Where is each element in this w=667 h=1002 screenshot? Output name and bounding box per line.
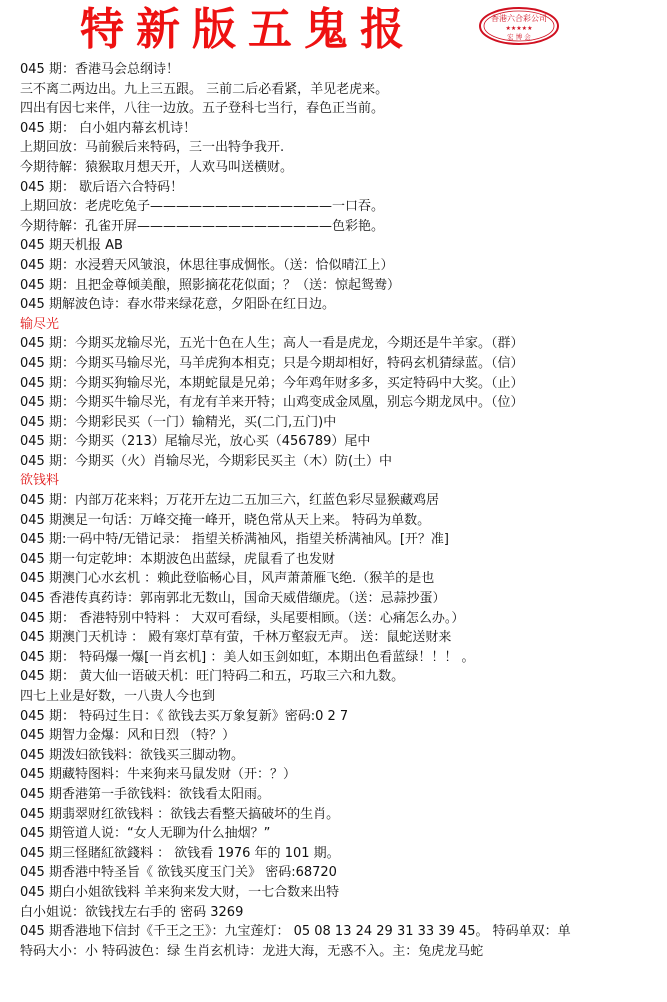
text-line: 045 期管道人说：“女人无聊为什么抽烟？” [20, 826, 271, 842]
text-line: 045 期：且把金尊倾美酿，照影摘花花似面；？（送：惊起鸳鸯） [20, 277, 400, 293]
text-line: 045 期：今期彩民买（一门）输精光，买(二门,五门)中 [20, 414, 337, 430]
text-line: 今期待解：猿猴取月想天开，人欢马叫送横财。 [20, 159, 294, 175]
text-line: 045 期： 特码过生日：《 欲钱去买万象复新》密码:0 2 7 [20, 708, 349, 724]
text-line: 045 期香港中特圣旨《 欲钱买度玉门关》 密码:68720 [20, 865, 337, 881]
stamp-bottom-text: 宏 博 会 [507, 33, 531, 41]
text-line: 045 期：香港马会总纲诗！ [20, 62, 179, 77]
text-line: 045 期：今期买牛输尽光，有龙有羊来开特；山鸡变成金凤凰，别忘今期龙凤中。（位） [20, 395, 524, 411]
text-line: 四七上业是好数，一八贵人今也到 [20, 689, 216, 704]
text-line: 特码大小：小 特码波色：绿 生肖玄机诗：龙进大海，无惑不入。主：兔虎龙马蛇 [20, 943, 484, 959]
text-line: 045 期：今期买（火）肖输尽光，今期彩民买主（木）防(土）中 [20, 453, 393, 469]
text-body [20, 60, 660, 961]
seal-stamp-graphic [478, 6, 560, 46]
text-line: 045 期：今期买马输尽光，马羊虎狗本相克；只是今期却相好，特码玄机猜绿蓝。（信） [20, 355, 524, 371]
text-line: 045 期藏特图料：牛来狗来马鼠发财（开：？） [20, 767, 296, 783]
text-line: 045 期： 特码爆一爆[一肖玄机] ：美人如玉剑如虹，本期出色看蓝绿！！！ 。 [20, 649, 475, 665]
text-line: 045 期泼妇欲钱料：欲钱买三脚动物。 [20, 747, 244, 763]
text-line: 045 期:一码中特/无错记录： 指望关桥满袖风，指望关桥满袖风。[开？准] [20, 532, 449, 548]
text-line: 045 期：今期买狗输尽光，本期蛇鼠是兄弟；今年鸡年财多多，买定特码中大奖。（止） [20, 375, 524, 391]
text-line: 045 期三怪賭紅欲錢料 ： 欲钱看 1976 年的 101 期。 [20, 845, 340, 861]
text-line: 045 期澳门天机诗 ： 殿有寒灯草有萤，千林万壑寂无声。 送：鼠蛇送财来 [20, 630, 452, 646]
text-line: 045 期： 歇后语六合特码！ [20, 179, 184, 195]
text-line: 045 期香港地下信封《千王之王》：九宝莲灯： 05 08 13 24 29 31 33 39 45。 特码单双：单 [20, 924, 571, 940]
header [0, 0, 667, 62]
text-line: 045 期： 香港特别中特料 ： 大双可看绿，头尾要相顾。（送：心痛怎么办。） [20, 610, 465, 626]
text-line: 045 期：水浸碧天风皱浪，休思往事成惆怅。（送：恰似晴江上） [20, 257, 394, 273]
text-line: 四出有因七来伴，八往一边放。五子登科七当行，春色正当前。 [20, 101, 385, 117]
text-line: 045 期澳足一句话：万峰交掩一峰开，晓色常从天上来。 特码为单数。 [20, 512, 431, 528]
text-line: 045 期解波色诗：春水带来绿花意，夕阳卧在红日边。 [20, 297, 335, 313]
text-line: 上期回放：马前猴后来特码，三一出特争我开. [20, 140, 285, 156]
text-line: 045 期：今期买（213）尾输尽光，放心买（456789）尾中 [20, 434, 371, 450]
text-line: 045 期香港第一手欲钱料：欲钱看太阳雨。 [20, 786, 270, 802]
text-line: 三不离二两边出。九上三五跟。 三前二后必看紧，羊见老虎来。 [20, 81, 389, 97]
text-line: 045 期：内部万花来料；万花开左边二五加三六，红蓝色彩尽显猴藏鸡居 [20, 493, 439, 509]
section-heading: 输尽光 [20, 316, 60, 332]
text-line: 045 期天机报 AB [20, 238, 123, 254]
seal-stamp [478, 6, 560, 46]
text-line: 045 期一句定乾坤：本期波色出蓝绿，虎鼠看了也发财 [20, 551, 335, 567]
stamp-stars: ★★★★★ [505, 25, 533, 32]
text-line: 045 期白小姐欲钱料 羊来狗来发大财，一七合数来出特 [20, 884, 340, 900]
text-line: 045 香港传真药诗：郭南郭北无数山，国命天威借缬虎。（送：忌蒜抄蛋） [20, 591, 446, 607]
text-line: 045 期： 白小姐内幕玄机诗！ [20, 120, 197, 136]
text-line: 白小姐说：欲钱找左右手的 密码 3269 [20, 904, 244, 920]
text-line: 045 期：今期买龙输尽光，五光十色在人生；高人一看是虎龙，今期还是牛羊家。（群） [20, 336, 524, 352]
text-line: 045 期： 黄大仙一语破天机：旺门特码二和五，巧取三六和九数。 [20, 669, 405, 685]
section-heading: 欲钱料 [20, 473, 60, 489]
text-line: 045 期智力金爆：风和日烈 （特？） [20, 728, 236, 744]
stamp-top-text: 香港六合彩公司 [491, 14, 547, 23]
page-title: 特新版五鬼报 [80, 4, 416, 55]
text-line: 上期回放：老虎吃兔子——————————————一口吞。 [20, 199, 385, 215]
text-line: 今期待解：孔雀开屏———————————————色彩艳。 [20, 218, 385, 234]
text-line: 045 期翡翠财红欲钱料 ：欲钱去看整天搞破坏的生肖。 [20, 806, 340, 822]
text-line: 045 期澳门心水玄机 ：赖此登临畅心目，风声萧萧雁飞绝.（猴羊的是也 [20, 571, 435, 587]
